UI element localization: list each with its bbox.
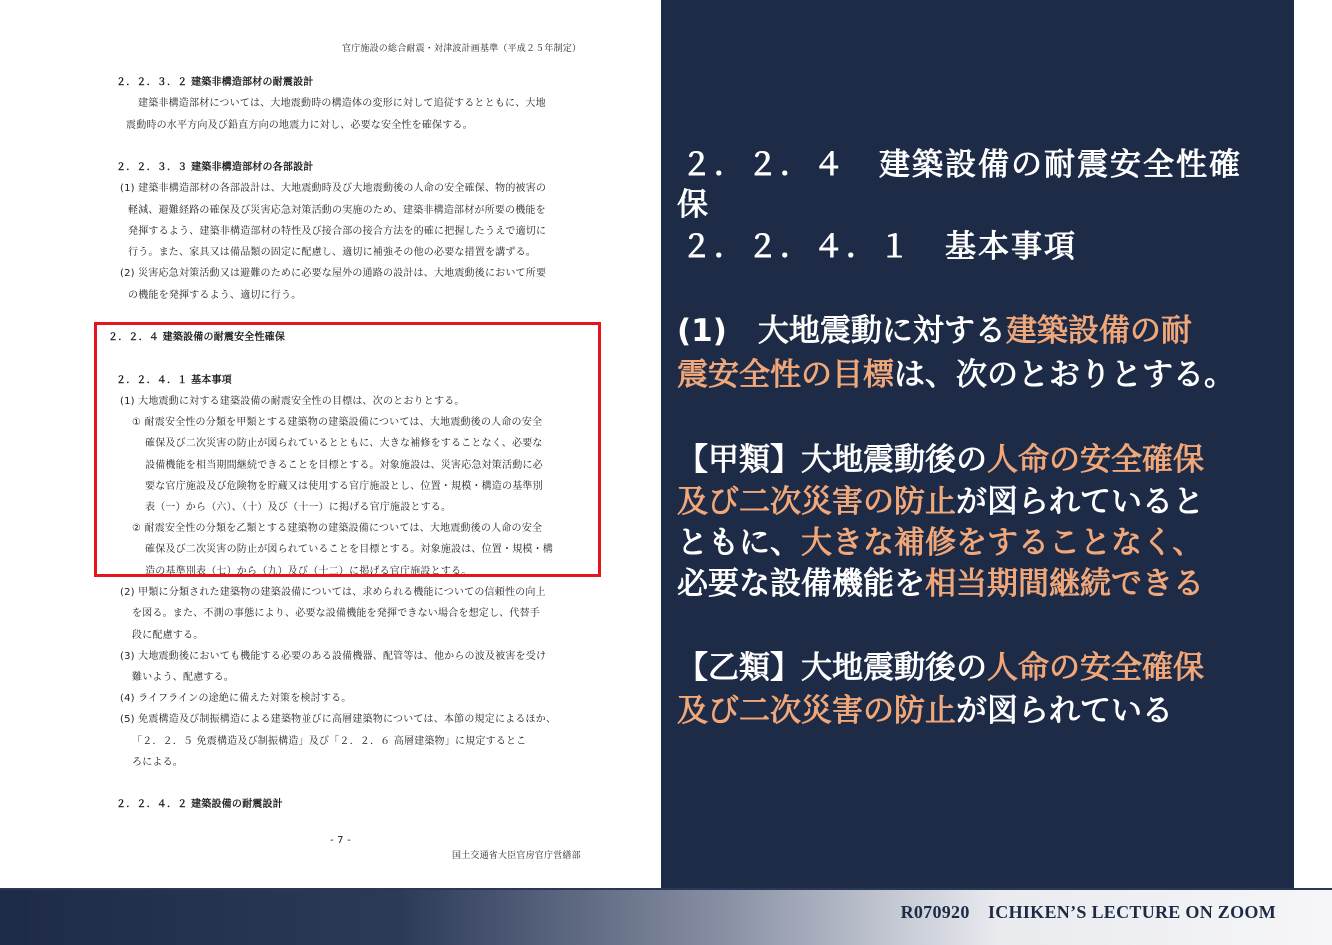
otsu-text: が図られている	[956, 693, 1173, 729]
document-line: 「２．２．５ 免震構造及び制振構造」及び「２．２．６ 高層建築物」に規定するとこ	[132, 736, 527, 747]
kou-line1	[677, 441, 1204, 479]
document-line: (2) 災害応急対策活動又は避難のために必要な屋外の通路の設計は、大地震動後において所要	[120, 268, 547, 279]
document-line: 要な官庁施設及び危険物を貯蔵又は使用する官庁施設とし、位置・規模・構造の基準別	[145, 481, 543, 492]
otsu-text: 【乙類】大地震動後の	[677, 650, 987, 686]
kou-line2	[677, 483, 1204, 521]
section-heading: ２．２．３．３ 建築非構造部材の各部設計	[116, 162, 314, 173]
document-line: (5) 免震構造及び制振構造による建築物並びに高層建築物については、本節の規定によるほか、	[120, 714, 557, 725]
slide-heading-line1: ２．２．４ 建築設備の耐震安全性確	[681, 147, 1242, 183]
item1-highlight: 建築設備の耐	[1005, 313, 1192, 349]
document-line: ろによる。	[132, 757, 183, 768]
section-heading: ２．２．３．２ 建築非構造部材の耐震設計	[116, 77, 314, 88]
document-page	[0, 0, 661, 890]
otsu-line2	[677, 692, 1173, 730]
section-heading: ２．２．４．２ 建築設備の耐震設計	[116, 799, 283, 810]
kou-line3	[677, 524, 1203, 562]
document-line: (4) ライフラインの途絶に備えた対策を検討する。	[120, 693, 352, 704]
document-line: 震動時の水平方向及び鉛直方向の地震力に対し、必要な安全性を確保する。	[126, 120, 473, 131]
document-header: 官庁施設の総合耐震・対津波計画基準（平成２５年制定）	[342, 44, 582, 54]
document-line: (1) 建築非構造部材の各部設計は、大地震動時及び大地震動後の人命の安全確保、物的被害の	[120, 183, 547, 194]
kou-highlight: 人命の安全確保	[987, 442, 1204, 478]
document-line: (3) 大地震動後においても機能する必要のある設備機器、配管等は、他からの波及被害を受け	[120, 651, 547, 662]
section-heading: ２．２．４．１ 基本事項	[116, 375, 232, 386]
document-line: (2) 甲類に分類された建築物の建築設備については、求められる機能についての信頼性の向上	[120, 587, 546, 598]
document-line: 難いよう、配慮する。	[132, 672, 234, 683]
footer-label: R070920 ICHIKEN’S LECTURE ON ZOOM	[900, 902, 1276, 922]
document-line: 確保及び二次災害の防止が図られていることを目標とする。対象施設は、位置・規模・構	[145, 544, 553, 555]
otsu-line1	[677, 649, 1204, 687]
page-number: - 7 -	[330, 835, 351, 846]
slide-heading-line3: ２．２．４．１ 基本事項	[681, 229, 1077, 265]
slide-panel	[661, 0, 1294, 890]
item1-text: は、次のとおりとする。	[894, 357, 1235, 393]
document-line: を図る。また、不測の事態により、必要な設備機能を発揮できない場合を想定し、代替手	[132, 608, 540, 619]
kou-highlight: 及び二次災害の防止	[677, 484, 956, 520]
item1-line2	[677, 356, 1235, 394]
kou-line4	[677, 565, 1204, 603]
document-line: ② 耐震安全性の分類を乙類とする建築物の建築設備については、大地震動後の人命の安全	[132, 523, 543, 534]
document-line: 段に配慮する。	[132, 630, 204, 641]
document-footer-org: 国土交通省大臣官房官庁営繕部	[452, 851, 581, 861]
kou-highlight: 大きな補修をすることなく、	[801, 525, 1204, 561]
document-line: 軽減、避難経路の確保及び災害応急対策活動の実施のため、建築非構造部材が所要の機能を	[128, 205, 546, 216]
item1-highlight: 震安全性の目標	[677, 357, 894, 393]
document-line: ① 耐震安全性の分類を甲類とする建築物の建築設備については、大地震動後の人命の安全	[132, 417, 543, 428]
otsu-highlight: 及び二次災害の防止	[677, 693, 956, 729]
document-line: 行う。また、家具又は備品類の固定に配慮し、適切に補強その他の必要な措置を講ずる。	[128, 247, 536, 258]
slide-heading-line2: 保	[677, 187, 710, 223]
section-heading: ２．２．４ 建築設備の耐震安全性確保	[108, 332, 286, 343]
document-line: 表（一）から（六）、（十）及び（十一）に掲げる官庁施設とする。	[145, 502, 452, 513]
kou-highlight: 相当期間継続できる	[925, 566, 1204, 602]
item1-line1	[677, 312, 1192, 350]
item1-text: (1) 大地震動に対する	[677, 313, 1006, 349]
kou-text: 必要な設備機能を	[677, 566, 925, 602]
document-line: 設備機能を相当期間継続できることを目標とする。対象施設は、災害応急対策活動に必	[145, 460, 543, 471]
otsu-highlight: 人命の安全確保	[987, 650, 1204, 686]
document-line: 確保及び二次災害の防止が図られているとともに、大きな補修をすることなく、必要な	[145, 438, 543, 449]
document-line: 発揮するよう、建築非構造部材の特性及び接合部の接合方法を的確に把握したうえで適切に	[128, 226, 547, 237]
document-line: 建築非構造部材については、大地震動時の構造体の変形に対して追従するとともに、大地	[138, 98, 546, 109]
kou-text: ともに、	[677, 525, 801, 561]
highlight-box	[94, 322, 601, 577]
document-line: の機能を発揮するよう、適切に行う。	[128, 290, 302, 301]
document-line: (1) 大地震動に対する建築設備の耐震安全性の目標は、次のとおりとする。	[120, 396, 465, 407]
kou-text: が図られていると	[956, 484, 1204, 520]
document-line: 造の基準別表（七）から（九）及び（十二）に掲げる官庁施設とする。	[145, 566, 472, 577]
right-margin	[1294, 0, 1332, 890]
kou-text: 【甲類】大地震動後の	[677, 442, 987, 478]
footer-left-block	[0, 890, 28, 945]
